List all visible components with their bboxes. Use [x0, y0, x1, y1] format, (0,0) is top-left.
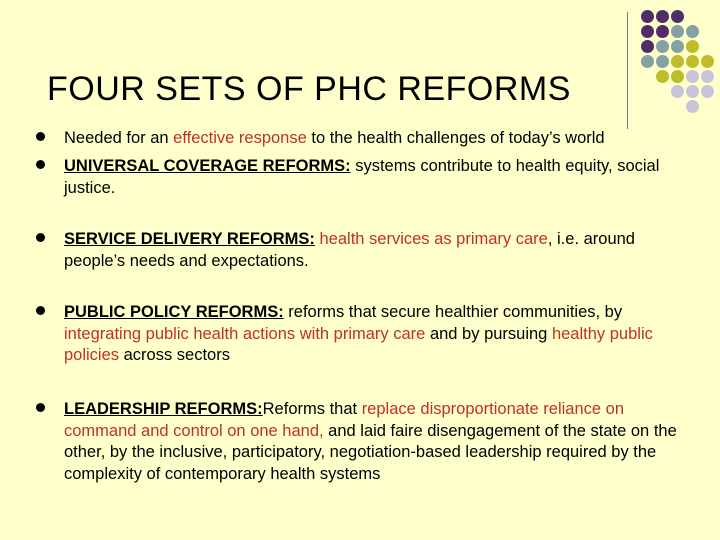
decor-dot	[671, 40, 684, 53]
slide-title: FOUR SETS OF PHC REFORMS	[47, 70, 571, 108]
emphasis-text: health services as primary care	[314, 230, 548, 248]
reform-label: PUBLIC POLICY REFORMS:	[64, 303, 284, 321]
decor-dot	[641, 25, 654, 38]
body-text: Needed for an	[64, 129, 174, 147]
decor-dot	[656, 25, 669, 38]
decor-dot	[641, 55, 654, 68]
reform-label: UNIVERSAL COVERAGE REFORMS:	[64, 157, 351, 175]
decor-dot	[656, 40, 669, 53]
body-text: to the health challenges of today’s world	[306, 129, 605, 147]
decor-dot	[701, 85, 714, 98]
bullet-text	[64, 399, 686, 485]
bullet-item	[36, 156, 686, 199]
emphasis-text: effective response	[173, 129, 307, 147]
decor-dot	[671, 10, 684, 23]
body-text: Reforms that	[262, 400, 362, 418]
decor-dot	[656, 10, 669, 23]
decor-dot	[686, 100, 699, 113]
body-text: reforms that secure healthier communities, by	[283, 303, 623, 321]
body-text: and laid faire disengagement of the state on the other, by the inclusive, participatory, negotiation-based leadership required by the complexity of contemporary health systems	[64, 421, 677, 483]
body-text: , i.e. around people’s needs and expectations.	[64, 230, 635, 270]
bullet-item	[36, 302, 686, 367]
emphasis-text: healthy public policies	[64, 324, 653, 364]
decor-dot	[701, 70, 714, 83]
bullet-item	[36, 399, 686, 485]
decor-dot	[686, 70, 699, 83]
decor-dot	[671, 25, 684, 38]
body-text: systems contribute to health equity, social justice.	[64, 157, 660, 197]
bullet-item	[36, 229, 686, 272]
emphasis-text: replace disproportionate reliance on command and control on one hand,	[64, 400, 625, 440]
vertical-divider	[627, 12, 628, 129]
bullet-dot-icon	[36, 132, 45, 141]
body-text: and by pursuing	[425, 324, 552, 343]
bullet-text	[64, 128, 686, 150]
decor-dot	[701, 55, 714, 68]
emphasis-text: integrating public health actions with primary care	[64, 324, 426, 343]
decor-dot	[686, 85, 699, 98]
decor-dot	[656, 55, 669, 68]
bullet-text	[64, 229, 686, 272]
bullet-dot-icon	[36, 306, 45, 315]
bullet-text	[64, 156, 686, 199]
bullet-dot-icon	[36, 160, 45, 169]
reform-label: SERVICE DELIVERY REFORMS:	[64, 230, 315, 248]
decor-dot	[641, 40, 654, 53]
body-text: across sectors	[119, 346, 230, 364]
decor-dot	[671, 70, 684, 83]
decor-dot	[641, 10, 654, 23]
decor-dot	[671, 55, 684, 68]
decor-dot	[686, 40, 699, 53]
bullet-text	[64, 302, 686, 367]
decor-dot	[686, 25, 699, 38]
decor-dot	[671, 85, 684, 98]
bullet-dot-icon	[36, 403, 45, 412]
bullet-dot-icon	[36, 233, 45, 242]
decor-dot	[686, 55, 699, 68]
bullet-item	[36, 128, 686, 150]
decor-dot	[656, 70, 669, 83]
reform-label: LEADERSHIP REFORMS:	[64, 400, 263, 418]
